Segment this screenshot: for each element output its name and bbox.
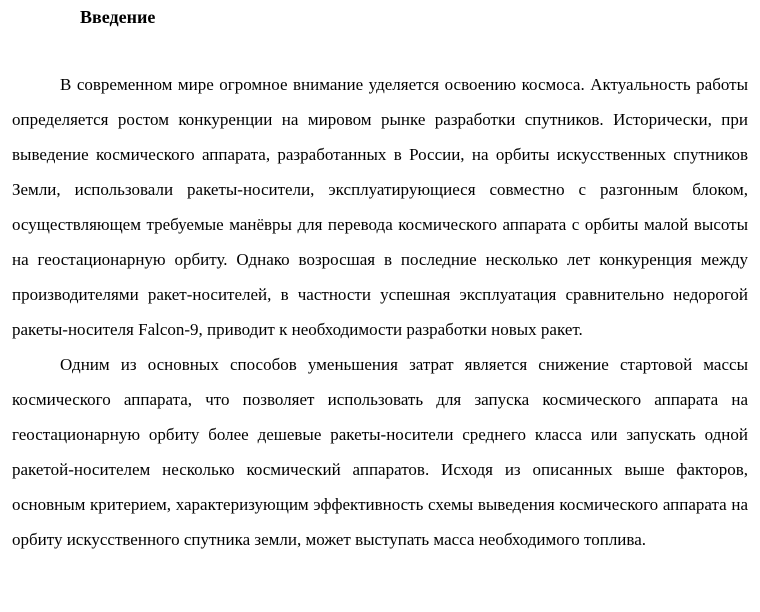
section-heading: Введение	[80, 7, 156, 27]
paragraph-1: В современном мире огромное внимание уделяется освоению космоса. Актуальность работы определяется ростом конкуренции на мировом рынке разработки спутников. Исторически, при выведение космического аппарата, разработанных в России, на орбиты искусственных спутников Земли, использовали ракеты-носители, эксплуатирующиеся совместно с разгонным блоком, осуществляющем требуемые манёвры для перевода космического аппарата с орбиты малой высоты на геостационарную орбиту. Однако возросшая в последние несколько лет конкуренция между производителями ракет-носителей, в частности успешная эксплуатация сравнительно недорогой ракеты-носителя Falcon-9, приводит к необходимости разработки новых ракет.	[12, 75, 748, 339]
paragraph-2: Одним из основных способов уменьшения затрат является снижение стартовой массы космического аппарата, что позволяет использовать для запуска космического аппарата на геостационарную орбиту более дешевые ракеты-носители среднего класса или запускать одной ракетой-носителем несколько космический аппаратов. Исходя из описанных выше факторов, основным критерием, характеризующим эффективность схемы выведения космического аппарата на орбиту искусственного спутника земли, может выступать масса необходимого топлива.	[12, 355, 748, 549]
